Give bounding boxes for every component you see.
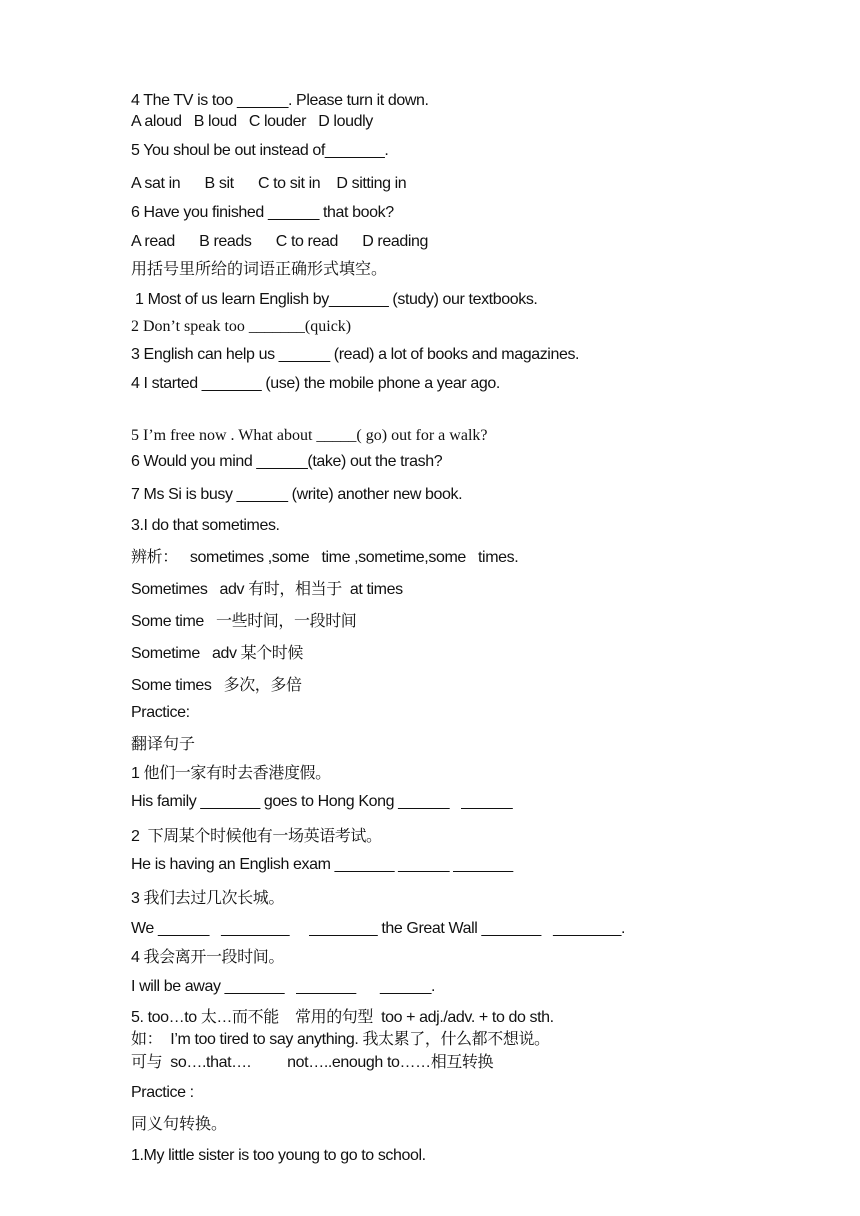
definition-sometime: Sometime adv 某个时候: [131, 645, 304, 662]
section-heading-sometimes: 3.I do that sometimes.: [131, 517, 280, 534]
translate-item-1-english: His family _______ goes to Hong Kong ______ ______: [131, 793, 513, 810]
question-5-options: A sat in B sit C to sit in D sitting in: [131, 175, 407, 192]
fill-item-4: 4 I started _______ (use) the mobile phone a year ago.: [131, 375, 500, 392]
definition-sometimes: Sometimes adv 有时，相当于 at times: [131, 581, 403, 598]
translate-item-4-english: I will be away _______ _______ ______.: [131, 978, 436, 995]
practice-heading: Practice:: [131, 704, 190, 721]
translate-item-2-chinese: 2 下周某个时候他有一场英语考试。: [131, 828, 382, 845]
conversion-note: 可与 so….that…. not…..enough to……相互转换: [131, 1054, 494, 1071]
translate-item-2-english: He is having an English exam _______ ______ _______: [131, 856, 513, 873]
translate-item-3-english: We ______ ________ ________ the Great Wall _______ ________.: [131, 920, 626, 937]
fill-item-7: 7 Ms Si is busy ______ (write) another new book.: [131, 486, 463, 503]
question-6-options: A read B reads C to read D reading: [131, 233, 429, 250]
conversion-item-1: 1.My little sister is too young to go to school.: [131, 1147, 426, 1164]
example-sentence: 如： I’m too tired to say anything. 我太累了，什么都不想说。: [131, 1031, 550, 1048]
fill-item-6: 6 Would you mind ______(take) out the trash?: [131, 453, 443, 470]
question-5-sit: 5 You shoul be out instead of_______.: [131, 142, 389, 159]
translate-item-3-chinese: 3 我们去过几次长城。: [131, 890, 284, 907]
fill-item-3: 3 English can help us ______ (read) a lot of books and magazines.: [131, 346, 580, 363]
fill-item-1: 1 Most of us learn English by_______ (study) our textbooks.: [131, 291, 538, 308]
synonym-conversion-heading: 同义句转换。: [131, 1116, 228, 1133]
question-4-tv: 4 The TV is too ______. Please turn it down.: [131, 92, 429, 109]
translate-item-1-chinese: 1 他们一家有时去香港度假。: [131, 765, 331, 782]
definition-some-times: Some times 多次，多倍: [131, 677, 302, 694]
definition-some-time: Some time 一些时间，一段时间: [131, 613, 357, 630]
fill-item-5: 5 I’m free now . What about _____( go) out for a walk?: [131, 427, 488, 444]
fill-item-2: 2 Don’t speak too _______(quick): [131, 318, 352, 335]
analysis-line: 辨析： sometimes ,some time ,sometime,some times.: [131, 549, 519, 566]
translate-heading: 翻译句子: [131, 736, 196, 753]
section-heading-too-to: 5. too…to 太…而不能 常用的句型 too + adj./adv. + to do sth.: [131, 1009, 554, 1026]
practice-heading-2: Practice :: [131, 1084, 194, 1101]
section-heading-fill-blanks: 用括号里所给的词语正确形式填空。: [131, 261, 388, 278]
translate-item-4-chinese: 4 我会离开一段时间。: [131, 949, 284, 966]
question-4-options: A aloud B loud C louder D loudly: [131, 113, 373, 130]
question-6-book: 6 Have you finished ______ that book?: [131, 204, 394, 221]
